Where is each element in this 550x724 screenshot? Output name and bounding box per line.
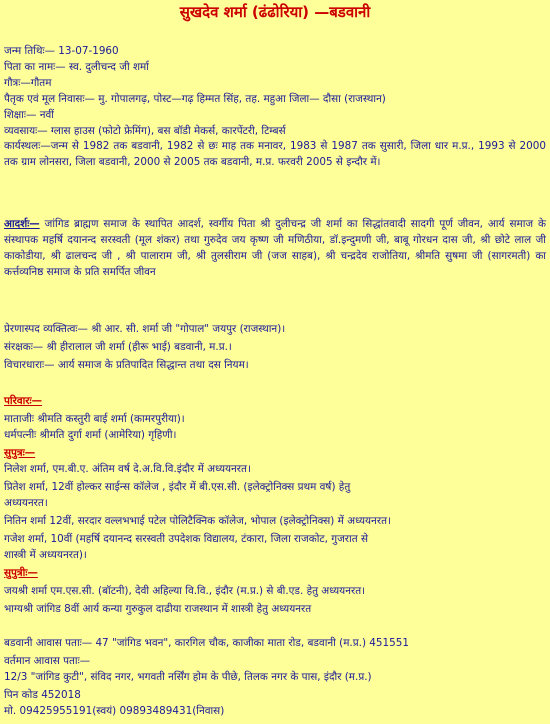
daughter-1: जयश्री शर्मा एम.एस.सी. (बॉटनी), देवी अहिल्या वि.वि., इंदौर (म.प्र.) से बी.एड. हेतु अध्ययनरत। xyxy=(4,585,366,597)
phone: मो. 09425955191(स्वयं) 09893489431(निवास) xyxy=(4,705,225,717)
gotra: गौत्रः—गौतम xyxy=(4,77,52,89)
education: शिक्षाः— नवीं xyxy=(4,109,54,121)
dob: जन्म तिथिः— 13-07-1960 xyxy=(4,45,119,57)
daughter-2: भाग्यश्री जांगिड 8वीं आर्य कन्या गुरुकुल दाढीया राजस्थान में शास्त्री हेतु अध्ययनरत xyxy=(4,603,312,615)
daughters-heading: सुपुत्रीः— xyxy=(4,567,38,579)
son-1: निलेश शर्मा, एम.बी.ए. अंतिम वर्ष दे.अ.वि.वि.इंदौर में अध्ययनरत। xyxy=(4,463,251,475)
business: व्यवसायः— ग्लास हाउस (फोटो फ्रेमिंग), बस बॉडी मेकर्स, कारपेंटरी, टिम्बर्स xyxy=(4,125,286,137)
badwani-address: बडवानी आवास पताः— 47 "जांगिड भवन", कारगिल चौक, काजीका माता रोड, बडवानी (म.प्र.) 451551 xyxy=(4,637,409,649)
current-address-label: वर्तमान आवास पताः— xyxy=(4,655,91,667)
pin-code: पिन कोड 452018 xyxy=(4,689,81,701)
family-heading: परिवारः— xyxy=(4,395,43,407)
workplace: कार्यस्थलः—जन्म से 1982 तक बडवानी, 1982 से छः माह तक मनावर, 1983 से 1987 तक सुसारी, जिला धार म.प्र., 1993 से 2000 तक ग्राम लोनसरा, जिला बडवानी, 2000 से 2005 तक बडवानी, म.प्र. फरवरी 2005 से इन्दौर में। xyxy=(4,140,546,168)
ideal-paragraph xyxy=(4,216,546,280)
page-title: सुखदेव शर्मा (ढंढोरिया) —बडवानी xyxy=(179,3,371,21)
ideal-text: जांगिड ब्राह्मण समाज के स्थापित आदर्श, स्वर्गीय पिता श्री दुलीचन्द्र जी शर्मा का सिद्धांतवादी सादगी पूर्ण जीवन, आर्य समाज के संस्थापक महर्षि दयानन्द सरस्वती (मूल शंकर) तथा गुरुदेव जय कृष्ण जी मणिठीया, डॉ.इन्दुमणी जी, बाबू गोरधन दास जी, श्री छोटे लाल जी काकोडीया, श्री ढालचन्द जी , श्री पालाराम जी, श्री तुलसीराम जी (जज साहब), श्री चन्द्रदेव राजोतिया, श्रीमति सुषमा जी (सागरमती) का कर्त्तव्यनिष्ठ समाज के प्रति समर्पित जीवन xyxy=(4,218,546,278)
inspiration: प्रेरणास्पद व्यक्तित्वः— श्री आर. सी. शर्मा जी "गोपाल" जयपुर (राजस्थान)। xyxy=(4,323,286,335)
wife: धर्मपत्नीः श्रीमति दुर्गा शर्मा (आमेरिया) गृहिणी। xyxy=(4,429,177,441)
son-2-cont: अध्ययनरत। xyxy=(4,497,48,509)
ideology: विचारधाराः— आर्य समाज के प्रतिपादित सिद्धान्त तथा दस नियम। xyxy=(4,359,249,371)
ideal-label: आदर्शः— xyxy=(4,218,40,230)
current-address: 12/3 "जांगिड कुटी", संविद नगर, भगवती नर्सिंग होम के पीछे, तिलक नगर के पास, इंदौर (म.प्र.) xyxy=(4,671,372,683)
mother: माताजीः श्रीमति कस्तुरी बाई शर्मा (कामरपुरीया)। xyxy=(4,413,185,425)
son-4: गजेश शर्मा, 10वीं (महर्षि दयानन्द सरस्वती उपदेशक विद्यालय, टंकारा, जिला राजकोट, गुजरात से xyxy=(4,533,368,545)
patron: संरक्षकः— श्री हीरालाल जी शर्मा (हीरू भाई) बडवानी, म.प्र.। xyxy=(4,341,232,353)
native-place: पैतृक एवं मूल निवासः— मु. गोपालगढ़, पोस्ट—गढ़ हिम्मत सिंह, तह. महुआ जिला— दौसा (राजस्थान) xyxy=(4,93,386,105)
sons-heading: सुपुत्रः— xyxy=(4,447,36,459)
son-2: प्रितेश शर्मा, 12वीं होल्कर साईन्स कॉलेज , इंदौर में बी.एस.सी. (इलेक्ट्रोनिक्स प्रथम वर्ष) हेतु xyxy=(4,481,351,493)
son-4-cont: शास्त्री में अध्ययनरत)। xyxy=(4,549,87,561)
son-3: नितिन शर्मा 12वीं, सरदार वल्लभभाई पटेल पोलिटैक्निक कॉलेज, भोपाल (इलेक्ट्रोनिक्स) में अध्ययनरत। xyxy=(4,515,391,527)
father-name: पिता का नामः— स्व. दुलीचन्द जी शर्मा xyxy=(4,61,149,73)
